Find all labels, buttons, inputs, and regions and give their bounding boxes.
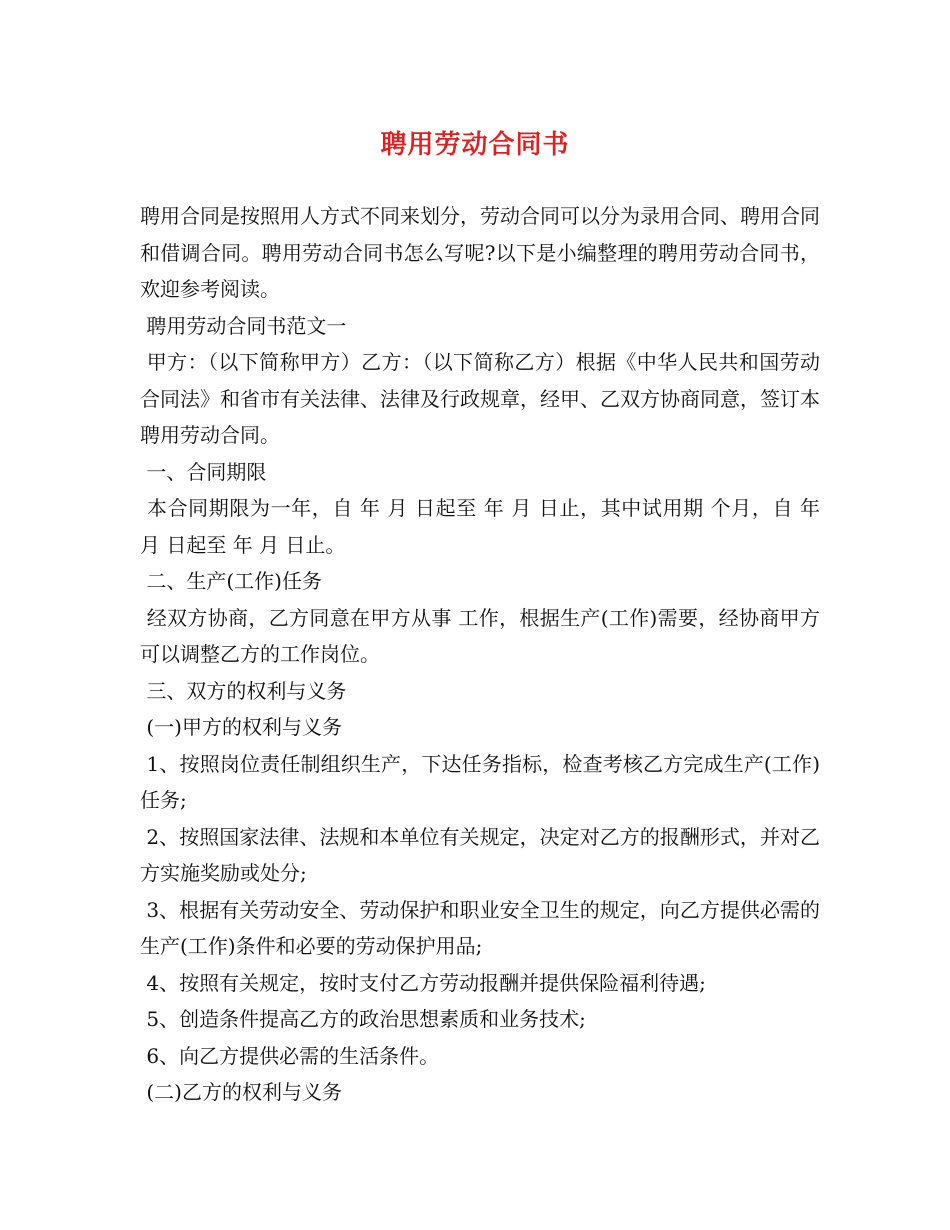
list-item: 1、按照岗位责任制组织生产，下达任务指标，检查考核乙方完成生产(工作)任务; — [140, 751, 820, 812]
document-title: 聘用劳动合同书 — [380, 130, 570, 160]
list-item: 4、按照有关规定，按时支付乙方劳动报酬并提供保险福利待遇; — [140, 970, 706, 995]
intro-paragraph: 聘用合同是按照用人方式不同来划分，劳动合同可以分为录用合同、聘用合同和借调合同。聘用劳动合同书怎么写呢?以下是小编整理的聘用劳动合同书，欢迎参考阅读。 — [140, 204, 820, 301]
list-item: 6、向乙方提供必需的生活条件。 — [140, 1043, 440, 1068]
term-paragraph: 本合同期限为一年，自 年 月 日起至 年 月 日止，其中试用期 个月，自 年 月 日起至 年 月 日止。 — [140, 496, 827, 557]
list-item: 5、创造条件提高乙方的政治思想素质和业务技术; — [140, 1007, 586, 1031]
task-paragraph: 经双方协商，乙方同意在甲方从事 工作，根据生产(工作)需要，经协商甲方可以调整乙方的工作岗位。 — [140, 605, 821, 666]
list-item: 2、按照国家法律、法规和本单位有关规定，决定对乙方的报酬形式，并对乙方实施奖励或处分; — [140, 824, 820, 885]
subsection-heading: (二)乙方的权利与义务 — [140, 1080, 342, 1104]
list-item: 3、根据有关劳动安全、劳动保护和职业安全卫生的规定，向乙方提供必需的生产(工作)条件和必要的劳动保护用品; — [140, 897, 820, 958]
subsection-heading: (一)甲方的权利与义务 — [140, 715, 342, 739]
section-heading: 聘用劳动合同书范文一 — [140, 313, 347, 338]
section-heading: 二、生产(工作)任务 — [140, 569, 322, 593]
parties-paragraph: 甲方：（以下简称甲方）乙方：（以下简称乙方）根据《中华人民共和国劳动合同法》和省市有关法律、法律及行政规章，经甲、乙双方协商同意，签订本聘用劳动合同。 — [140, 350, 821, 447]
section-heading: 三、双方的权利与义务 — [140, 678, 347, 703]
section-heading: 一、合同期限 — [140, 459, 267, 484]
document-body — [140, 198, 827, 1111]
